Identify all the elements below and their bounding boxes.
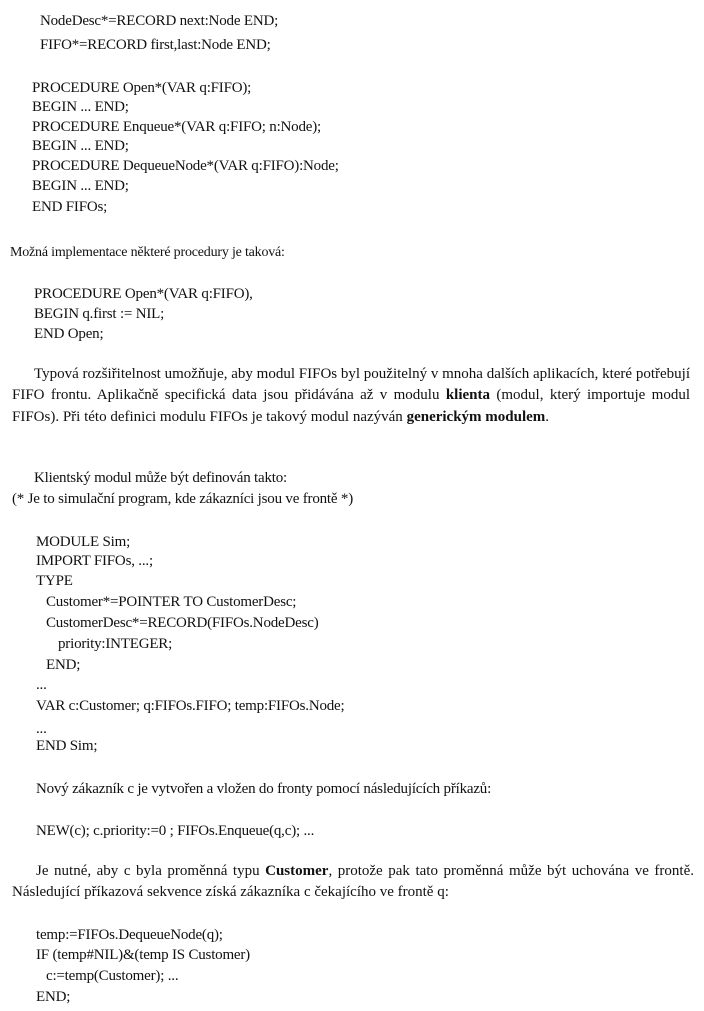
code-line: BEGIN q.first := NIL; xyxy=(34,306,165,322)
code-line: IMPORT FIFOs, ...; xyxy=(36,553,153,569)
code-line: TYPE xyxy=(36,573,73,589)
term-customer: Customer xyxy=(265,863,329,879)
code-line: BEGIN ... END; xyxy=(32,138,129,154)
code-line: Customer*=POINTER TO CustomerDesc; xyxy=(46,594,297,610)
code-line: MODULE Sim; xyxy=(36,534,131,550)
term-genericky-modul: generickým modulem xyxy=(406,408,546,425)
para1-text-3: . xyxy=(545,408,550,425)
code-line: CustomerDesc*=RECORD(FIFOs.NodeDesc) xyxy=(46,615,319,631)
code-line: PROCEDURE Open*(VAR q:FIFO); xyxy=(32,80,252,96)
code-line: BEGIN ... END; xyxy=(32,99,129,115)
new-customer-text: Nový zákazník c je vytvořen a vložen do fronty pomocí následujících příkazů: xyxy=(36,781,492,797)
code-line: ... xyxy=(36,677,47,693)
code-line: END; xyxy=(46,657,81,673)
code-line: FIFO*=RECORD first,last:Node END; xyxy=(40,37,271,53)
code-line: END; xyxy=(36,989,71,1005)
paragraph-type-extensibility xyxy=(12,364,690,428)
code-line: NodeDesc*=RECORD next:Node END; xyxy=(40,13,279,29)
intro-text: Možná implementace některé procedury je taková: xyxy=(10,245,285,260)
code-line: ... xyxy=(36,721,47,737)
para2-text-1: Je nutné, aby c byla proměnná typu xyxy=(36,863,266,879)
code-line: NEW(c); c.priority:=0 ; FIFOs.Enqueue(q,c); ... xyxy=(36,823,315,839)
comment-line: (* Je to simulační program, kde zákazníci jsou ve frontě *) xyxy=(12,491,354,507)
para1-text-2: (modul, který importuje modul FIFOs). Při této definici modulu FIFOs je takový modul nazýván xyxy=(12,387,691,425)
code-line: temp:=FIFOs.DequeueNode(q); xyxy=(36,927,223,943)
para2-text-2: , protože pak tato proměnná může být uchována ve frontě. Následující příkazová sekvence získá zákazníka c čekajícího ve frontě q: xyxy=(12,863,694,901)
code-line: IF (temp#NIL)&(temp IS Customer) xyxy=(36,947,250,963)
code-line: c:=temp(Customer); ... xyxy=(46,968,179,984)
code-line: priority:INTEGER; xyxy=(58,636,173,652)
paragraph-customer-type xyxy=(12,861,694,904)
code-line: PROCEDURE Open*(VAR q:FIFO), xyxy=(34,286,253,302)
code-line: VAR c:Customer; q:FIFOs.FIFO; temp:FIFOs.Node; xyxy=(36,698,345,714)
client-intro-text: Klientský modul může být definován takto: xyxy=(34,470,288,486)
code-line: BEGIN ... END; xyxy=(32,178,129,194)
term-klienta: klienta xyxy=(445,387,491,404)
para1-text-1: Typová rozšiřitelnost umožňuje, aby modul FIFOs byl použitelný v mnoha dalších aplikacích, které potřebují FIFO frontu. Aplikačně specifická data jsou přidávána až v modulu xyxy=(12,366,690,404)
code-line: PROCEDURE DequeueNode*(VAR q:FIFO):Node; xyxy=(32,158,339,174)
code-line: END Open; xyxy=(34,326,104,342)
code-line: PROCEDURE Enqueue*(VAR q:FIFO; n:Node); xyxy=(32,119,322,135)
code-line: END Sim; xyxy=(36,738,98,754)
code-line: END FIFOs; xyxy=(32,199,108,215)
